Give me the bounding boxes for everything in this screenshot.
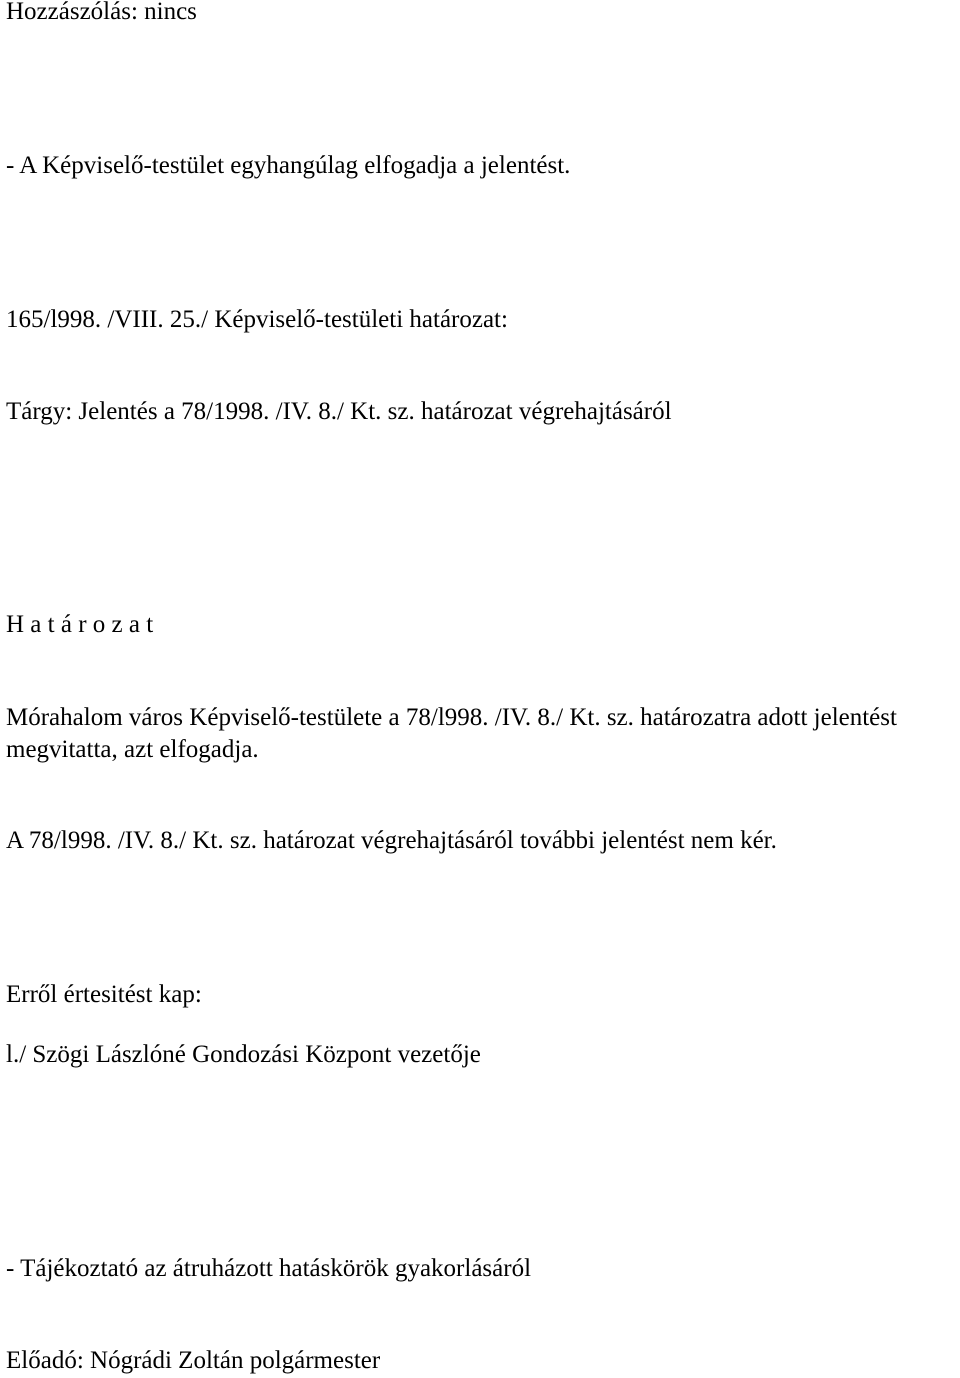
resolution-followup: A 78/l998. /IV. 8./ Kt. sz. határozat végrehajtásáról további jelentést nem kér. <box>6 827 777 854</box>
next-agenda-item: - Tájékoztató az átruházott hatáskörök gyakorlásáról <box>6 1255 532 1282</box>
comments-line: Hozzászólás: nincs <box>6 0 197 25</box>
presenter-line: Előadó: Nógrádi Zoltán polgármester <box>6 1347 381 1374</box>
vote-line: - A Képviselő-testület egyhangúlag elfogadja a jelentést. <box>6 152 571 179</box>
subject-line: Tárgy: Jelentés a 78/1998. /IV. 8./ Kt. sz. határozat végrehajtásáról <box>6 398 672 425</box>
notified-heading: Erről értesitést kap: <box>6 981 202 1008</box>
resolution-heading: H a t á r o z a t <box>6 611 154 638</box>
resolution-body: Mórahalom város Képviselő-testülete a 78/l998. /IV. 8./ Kt. sz. határozatra adott jelentést megvitatta, azt elfogadja. <box>6 704 897 763</box>
notified-recipient-1: l./ Szögi Lászlóné Gondozási Központ vezetője <box>6 1041 481 1068</box>
resolution-number: 165/l998. /VIII. 25./ Képviselő-testületi határozat: <box>6 306 508 333</box>
